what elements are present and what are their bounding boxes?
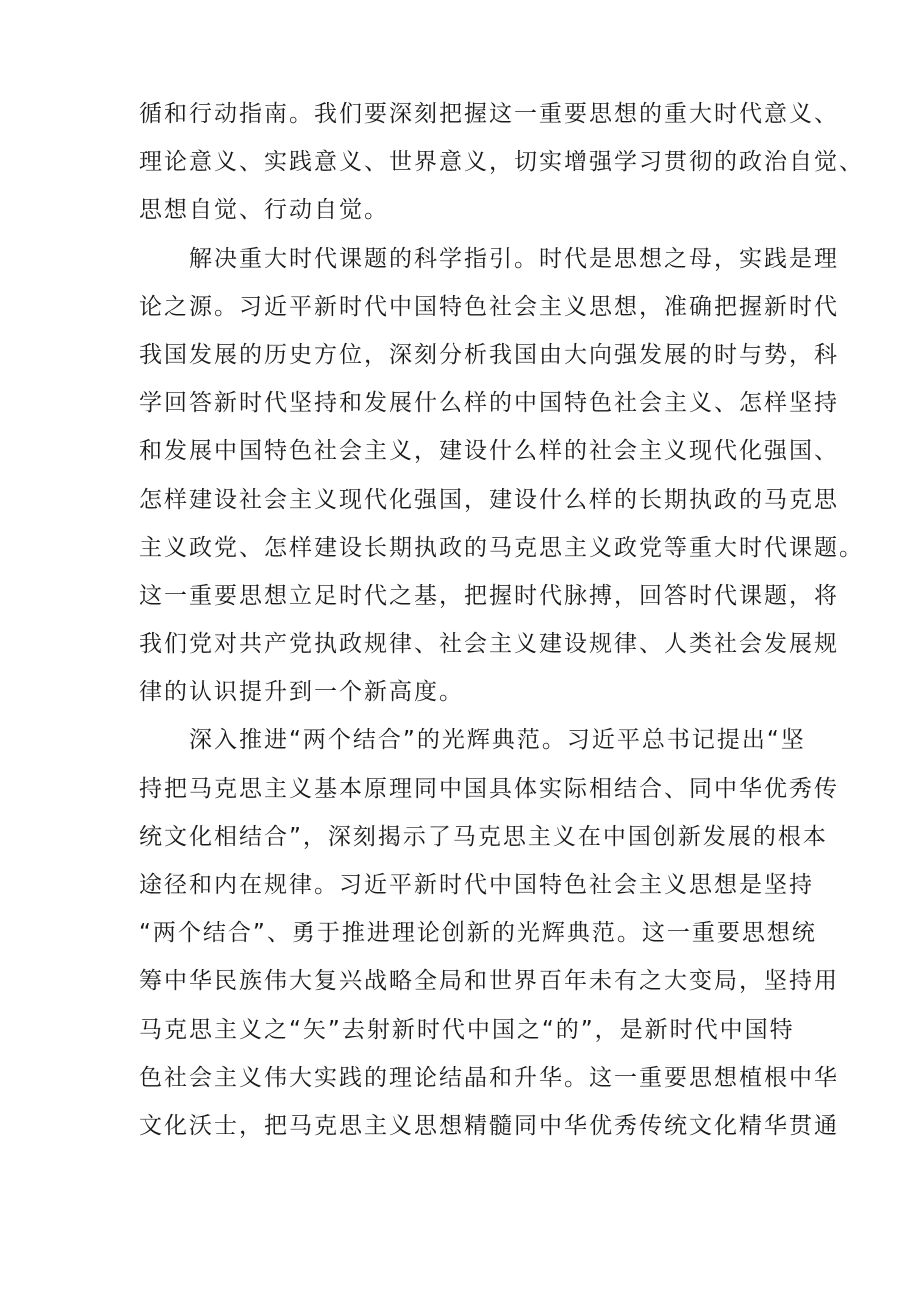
text-line: 学回答新时代坚持和发展什么样的中国特色社会主义、怎样坚持 [139, 390, 839, 417]
text-line: 途径和内在规律。习近平新时代中国特色社会主义思想是坚持 [139, 872, 814, 898]
text-line: 解决重大时代课题的科学指引。时代是思想之母，实践是理 [139, 245, 839, 272]
text-line: 筹中华民族伟大复兴战略全局和世界百年未有之大变局，坚持用 [139, 968, 839, 995]
body-text [139, 90, 864, 1150]
text-line: 主义政党、怎样建设长期执政的马克思主义政党等重大时代课题。 [139, 534, 864, 561]
text-line: 统文化相结合”，深刻揭示了马克思主义在中国创新发展的根本 [139, 823, 828, 850]
text-line: 持把马克思主义基本原理同中国具体实际相结合、同中华优秀传 [139, 775, 839, 802]
text-line: 这一重要思想立足时代之基，把握时代脉搏，回答时代课题，将 [139, 582, 839, 609]
text-line: 律的认识提升到一个新高度。 [139, 679, 464, 706]
text-line: 思想自觉、行动自觉。 [139, 197, 389, 224]
text-line: 文化沃士，把马克思主义思想精髓同中华优秀传统文化精华贯通 [139, 1112, 839, 1139]
text-line: 理论意义、实践意义、世界意义，切实增强学习贯彻的政治自觉、 [139, 149, 864, 176]
text-line: 和发展中国特色社会主义，建设什么样的社会主义现代化强国、 [139, 438, 839, 465]
text-line: “两个结合”、勇于推进理论创新的光辉典范。这一重要思想统 [139, 920, 817, 947]
text-line: 我们党对共产党执政规律、社会主义建设规律、人类社会发展规 [139, 631, 839, 658]
text-line: 论之源。习近平新时代中国特色社会主义思想，准确把握新时代 [139, 293, 839, 320]
text-line: 深入推进“两个结合”的光辉典范。习近平总书记提出“坚 [139, 727, 806, 754]
text-line: 色社会主义伟大实践的理论结晶和升华。这一重要思想植根中华 [139, 1064, 839, 1091]
text-line: 马克思主义之“矢”去射新时代中国之“的”，是新时代中国特 [139, 1016, 795, 1043]
text-line: 怎样建设社会主义现代化强国，建设什么样的长期执政的马克思 [139, 486, 839, 513]
text-line: 循和行动指南。我们要深刻把握这一重要思想的重大时代意义、 [139, 101, 839, 127]
text-line: 我国发展的历史方位，深刻分析我国由大向强发展的时与势，科 [139, 341, 839, 368]
